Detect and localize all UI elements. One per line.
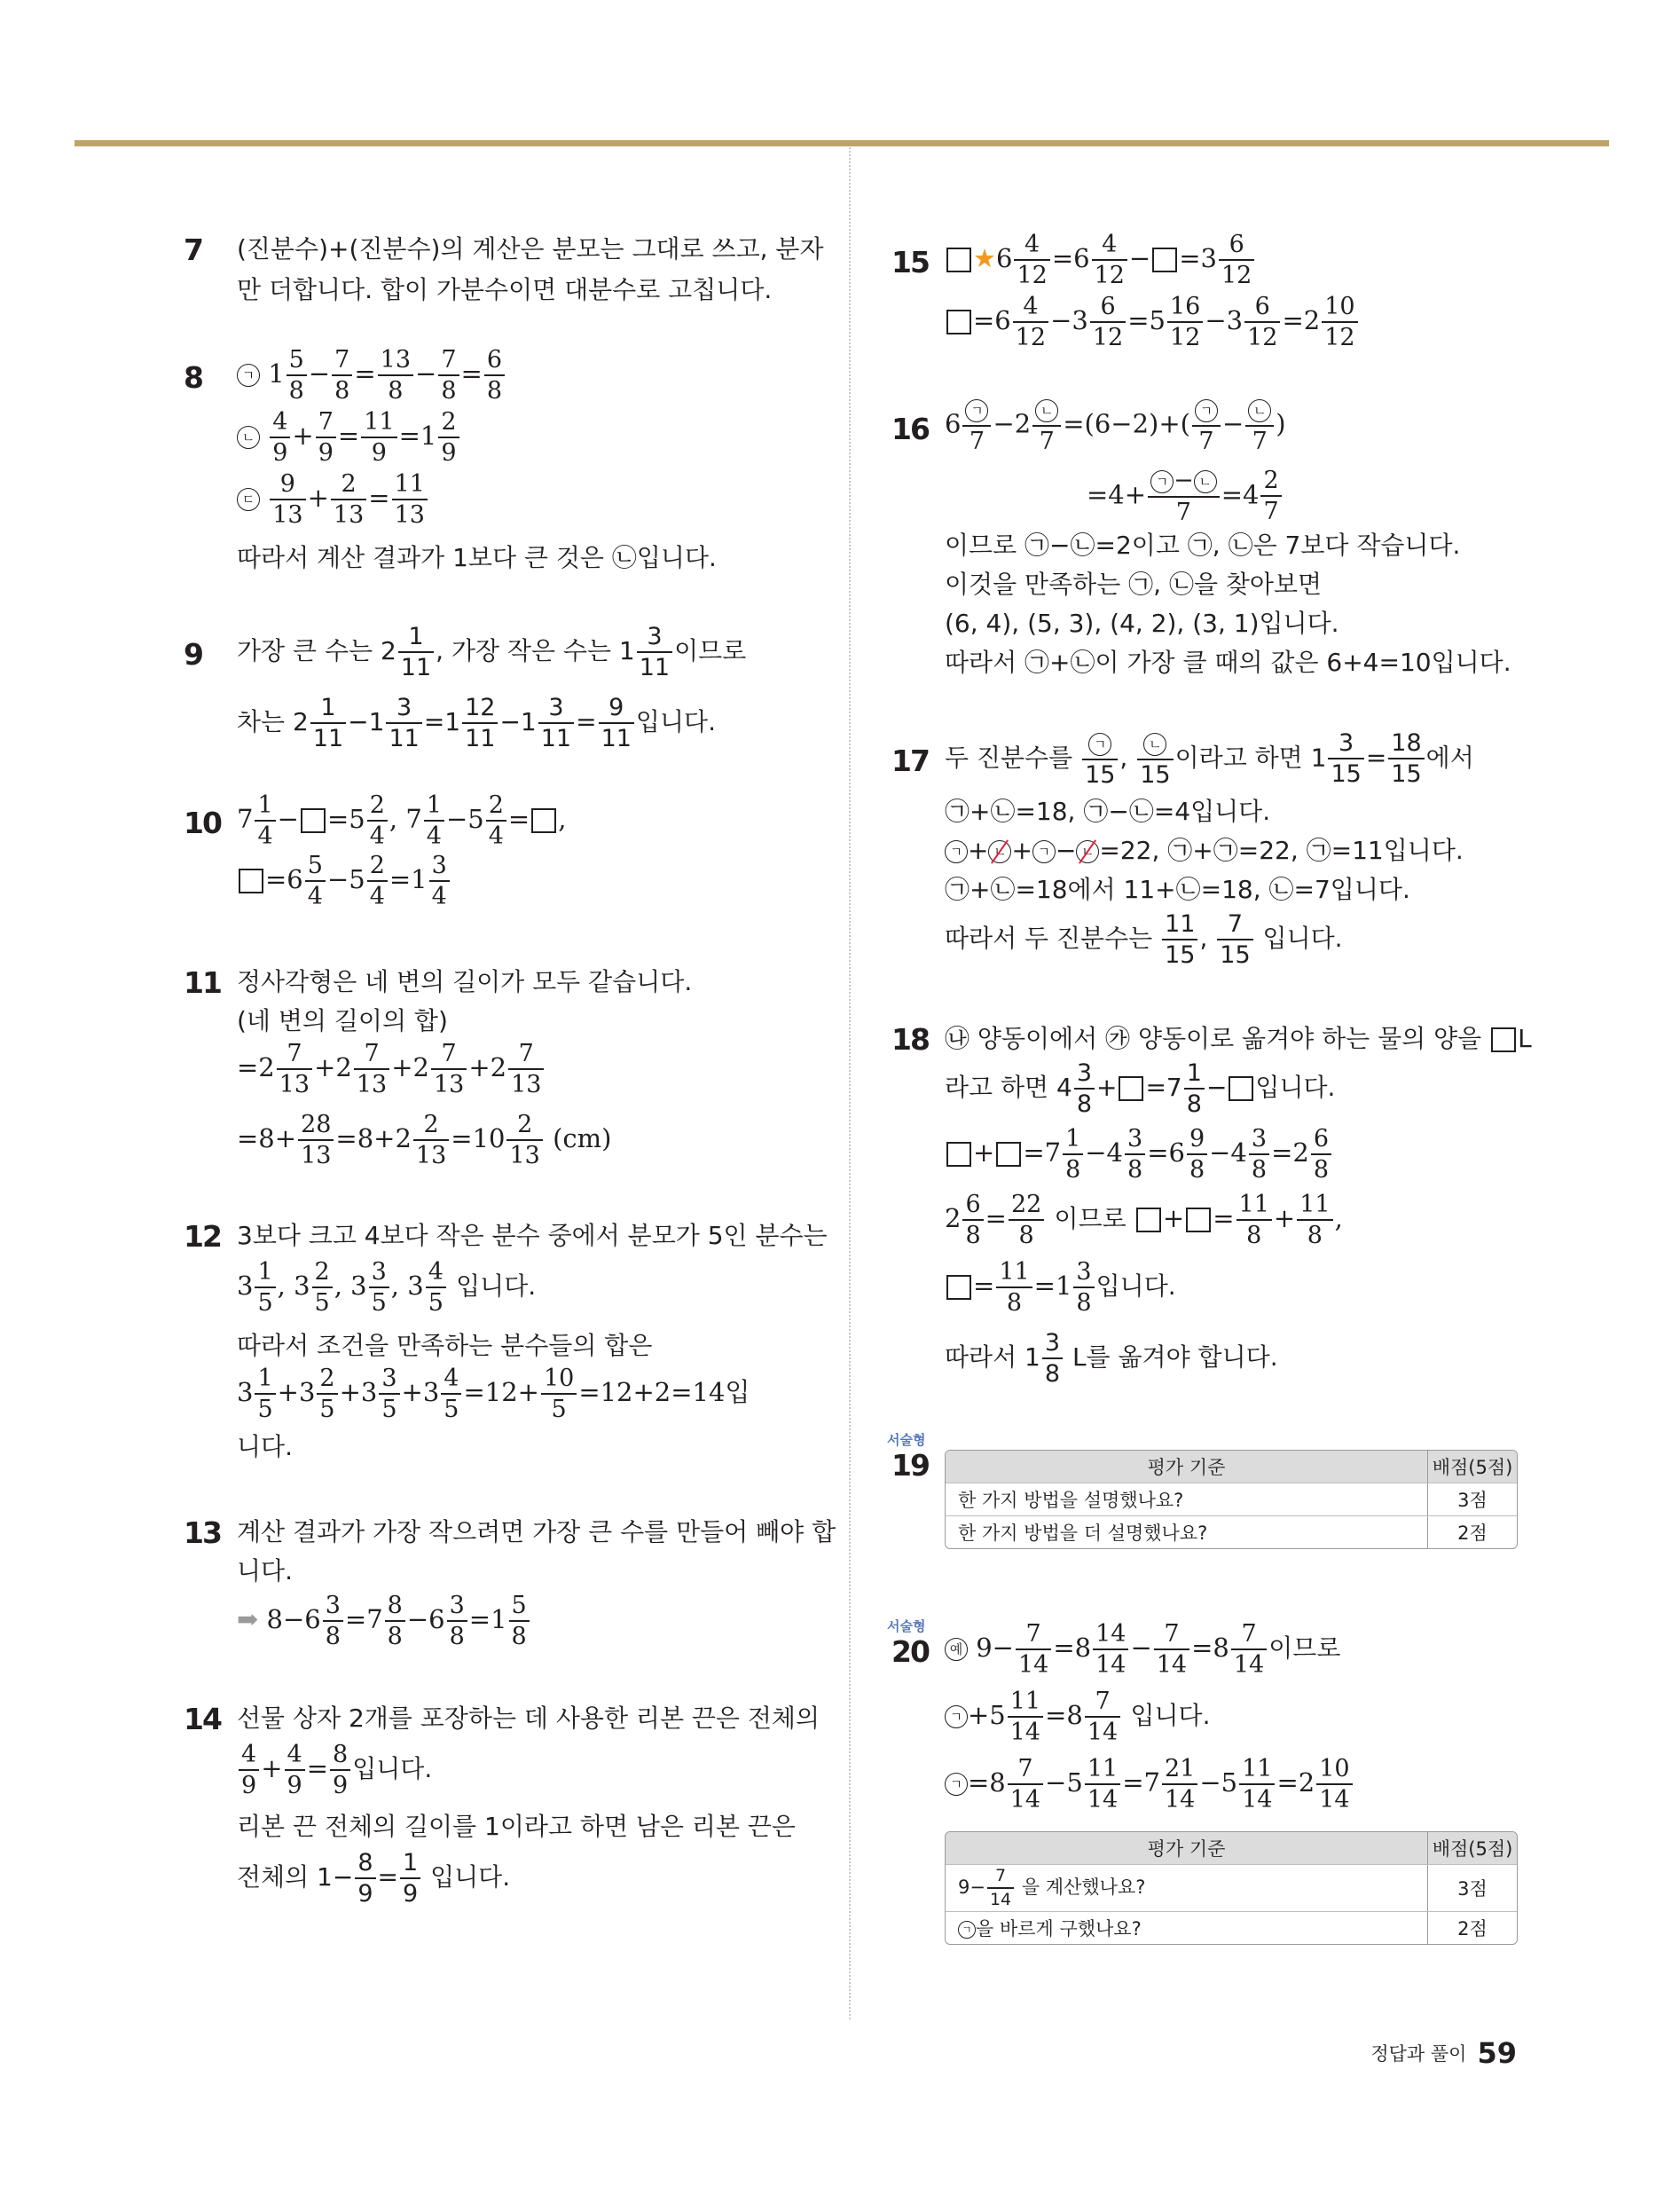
footer-label: 정답과 풀이 (1370, 2043, 1467, 2065)
math-line: 두 진분수를 $\frac{\text{ㄱ}}{15}$ , $\frac{\text{ㄴ}}{15}$ 이라고 하면 1 $\frac{3}{15}$ = $\frac{18}{15}$ 에서 (945, 729, 1474, 789)
text: ㉯ 양동이에서 ㉮ 양동이로 옮겨야 하는 물의 양을 (945, 1024, 1482, 1053)
rubric-score: 2점 (1427, 1516, 1517, 1548)
text-line: 리본 끈 전체의 길이를 1이라고 하면 남은 리본 끈은 (237, 1812, 796, 1841)
rubric-table-20 (945, 1831, 1518, 1945)
text: 두 진분수를 (945, 743, 1073, 773)
header-rule (75, 140, 1609, 146)
text-line: (6, 4), (5, 3), (4, 2), (3, 1)입니다. (945, 609, 1339, 638)
unit: (cm) (553, 1123, 612, 1153)
text-line: 만 더합니다. 합이 가분수이면 대분수로 고칩니다. (237, 275, 773, 304)
math-line: ㄱ + ㄴ + ㄱ − ㄴ =22, ㉠+㉠=22, ㉠=11입니다. (945, 836, 1464, 866)
math-line: 라고 하면 4 $\frac{3}{8}$ + =7 $\frac{1}{8}$ − 입니다. (945, 1059, 1336, 1118)
text-line: 선물 상자 2개를 포장하는 데 사용한 리본 끈은 전체의 (237, 1703, 820, 1733)
rubric-header (946, 1832, 1517, 1864)
text-line: 니다. (237, 1556, 293, 1585)
rubric-score: 2점 (1427, 1912, 1517, 1944)
math-line: 3 $\frac{1}{5}$ +3 $\frac{2}{5}$ +3 $\frac{3}{5}$ +3 $\frac{4}{5}$ =12+ $\frac{10}{5}$ =12+2=14입 (237, 1365, 750, 1423)
problem-number: 15 (891, 245, 929, 279)
problem-number: 7 (184, 232, 202, 267)
text-line: ㉠+㉡=18에서 11+㉡=18, ㉡=7입니다. (945, 875, 1410, 904)
math-line: 전체의 1− $\frac{8}{9}$ = $\frac{1}{9}$ 입니다. (237, 1849, 511, 1908)
rubric-row (946, 1483, 1517, 1515)
text: 전체의 1 (237, 1862, 333, 1892)
problem-number: 16 (891, 412, 929, 446)
text-line: 이것을 만족하는 ㉠, ㉡을 찾아보면 (945, 570, 1323, 599)
rubric-row (946, 1864, 1517, 1911)
text-line: 3보다 크고 4보다 작은 분수 중에서 분모가 5인 분수는 (237, 1221, 828, 1250)
math-line: 차는 2 $\frac{1}{11}$ −1 $\frac{3}{11}$ =1 $\frac{12}{11}$ −1 $\frac{3}{11}$ = $\frac{9}{11}$ 입니다. (237, 694, 716, 752)
blank-box (239, 869, 263, 893)
unit: L (1518, 1024, 1532, 1053)
circled-label: ㄴ (237, 426, 260, 449)
text: 라고 하면 4 (945, 1073, 1072, 1102)
text-line: 정사각형은 네 변의 길이가 모두 같습니다. (237, 967, 693, 996)
rubric-criterion: 9− $\frac{7}{14}$ 을 계산했나요? (958, 1866, 1146, 1909)
text-line: 따라서 ㉠+㉡이 가장 클 때의 값은 6+4=10입니다. (945, 648, 1511, 677)
math-line: ㄱ 1 $\frac{5}{8}$ − $\frac{7}{8}$ = $\frac{13}{8}$ − $\frac{7}{8}$ = $\frac{6}{8}$ (237, 348, 506, 403)
text-line: 계산 결과가 가장 작으려면 가장 큰 수를 만들어 빼야 합 (237, 1517, 836, 1546)
rubric-header-score: 배점(5점) (1427, 1451, 1517, 1483)
text: 입니다. (635, 707, 716, 736)
circled-label: ㄷ (237, 488, 260, 511)
text: 이므로 (674, 636, 747, 665)
text-line: 니다. (237, 1432, 293, 1461)
blank-box (1152, 248, 1177, 272)
math-line: =6 $\frac{5}{4}$ −5 $\frac{2}{4}$ =1 $\frac{3}{4}$ (237, 854, 451, 909)
star-icon: ★ (973, 243, 996, 273)
text-line: (네 변의 길이의 합) (237, 1006, 448, 1035)
problem-number: 19 (891, 1448, 929, 1483)
text: 입니다. (1262, 924, 1343, 953)
text: 입니다. (1255, 1073, 1336, 1102)
math-line: + =7 $\frac{1}{8}$ −4 $\frac{3}{8}$ =6 $\frac{9}{8}$ −4 $\frac{3}{8}$ =2 $\frac{6}{8}$ (945, 1127, 1333, 1182)
text: 입니다. (352, 1754, 433, 1783)
problem-number: 14 (184, 1702, 221, 1736)
text: 이라고 하면 1 (1174, 743, 1327, 773)
math-line: $\frac{4}{9}$ + $\frac{4}{9}$ = $\frac{8}{9}$ 입니다. (237, 1743, 432, 1798)
text: 입니다. (456, 1271, 537, 1301)
text: =12+2=14입 (578, 1377, 750, 1407)
text-line: (진분수)+(진분수)의 계산은 분모는 그대로 쓰고, 분자 (237, 234, 824, 264)
problem-number: 20 (891, 1634, 929, 1669)
blank-box (301, 808, 326, 833)
math-line: =4+ $\frac{\text{ㄱ − ㄴ}}{7}$ =4 $\frac{2}{7}$ (1087, 468, 1284, 524)
problem-number: 11 (184, 965, 221, 1000)
text: 이므로 (1268, 1633, 1341, 1663)
text: 에서 (1425, 743, 1474, 773)
math-line: 가장 큰 수는 2 $\frac{1}{11}$ , 가장 작은 수는 1 $\frac{3}{11}$ 이므로 (237, 623, 747, 681)
rubric-header-criteria: 평가 기준 (1147, 1457, 1226, 1478)
math-line: 따라서 두 진분수는 $\frac{11}{15}$ , $\frac{7}{15}$ 입니다. (945, 910, 1343, 969)
rubric-score: 3점 (1427, 1865, 1517, 1911)
rubric-criterion: 한 가지 방법을 더 설명했나요? (958, 1523, 1208, 1544)
text-line: 따라서 계산 결과가 1보다 큰 것은 ㉡입니다. (237, 543, 717, 572)
math-line: ★6 $\frac{4}{12}$ =6 $\frac{4}{12}$ − =3 $\frac{6}{12}$ (945, 232, 1256, 287)
rubric-table-19 (945, 1450, 1518, 1549)
problem-number: 8 (184, 360, 202, 395)
rubric-header-criteria: 평가 기준 (1147, 1838, 1226, 1860)
math-line (945, 1024, 1532, 1054)
rubric-score: 3점 (1427, 1483, 1517, 1515)
column-divider (849, 147, 851, 2019)
math-line: 3 $\frac{1}{5}$ , 3 $\frac{2}{5}$ , 3 $\frac{3}{5}$ , 3 $\frac{4}{5}$ 입니다. (237, 1258, 537, 1317)
rubric-row (946, 1515, 1517, 1548)
text: 따라서 1 (945, 1342, 1040, 1372)
problem-number: 13 (184, 1515, 221, 1550)
math-line: =8+ $\frac{28}{13}$ =8+2 $\frac{2}{13}$ =10 $\frac{2}{13}$ (cm) (237, 1111, 612, 1169)
blank-box (946, 310, 971, 334)
rubric-header-score: 배점(5점) (1427, 1832, 1517, 1864)
text: 입니다. (1130, 1701, 1211, 1730)
math-line: ㄱ =8 $\frac{7}{14}$ −5 $\frac{11}{14}$ =7 $\frac{21}{14}$ −5 $\frac{11}{14}$ =2 $\frac{10}{14}$ (945, 1757, 1354, 1812)
text: 가장 큰 수는 2 (237, 636, 396, 665)
math-line: =2 $\frac{7}{13}$ +2 $\frac{7}{13}$ +2 $\frac{7}{13}$ +2 $\frac{7}{13}$ (237, 1042, 546, 1097)
text: ㉠+㉠=22, ㉠=11입니다. (1167, 836, 1464, 865)
text-line: ㉠+㉡=18, ㉠−㉡=4입니다. (945, 797, 1271, 826)
rubric-criterion: 한 가지 방법을 설명했나요? (958, 1490, 1184, 1511)
descriptive-tag: 서술형 (887, 1618, 926, 1634)
math-line: 7 $\frac{1}{4}$ − =5 $\frac{2}{4}$ , 7 $\frac{1}{4}$ −5 $\frac{2}{4}$ = , (237, 791, 567, 850)
math-line: ㄱ +5 $\frac{11}{14}$ =8 $\frac{7}{14}$ 입니다. (945, 1689, 1210, 1744)
blank-box (946, 248, 971, 272)
rubric-row (946, 1911, 1517, 1944)
text: 이므로 (1054, 1204, 1127, 1233)
text-line: 이므로 ㉠−㉡=2이고 ㉠, ㉡은 7보다 작습니다. (945, 531, 1461, 560)
text: 따라서 두 진분수는 (945, 924, 1153, 953)
blank-box (1491, 1027, 1516, 1052)
math-line: ㄴ $\frac{4}{9}$ + $\frac{7}{9}$ = $\frac{11}{9}$ =1 $\frac{2}{9}$ (237, 410, 461, 465)
text: 입니다. (430, 1862, 511, 1892)
arrow-right-icon: ➡ (237, 1604, 259, 1634)
text: 입니다. (1095, 1271, 1176, 1301)
problem-number: 12 (184, 1219, 221, 1254)
problem-number: 9 (184, 637, 202, 672)
problem-number: 17 (891, 744, 929, 778)
page-footer (1370, 2036, 1517, 2070)
math-line: = $\frac{11}{8}$ =1 $\frac{3}{8}$ 입니다. (945, 1260, 1176, 1315)
math-line: ㄷ $\frac{9}{13}$ + $\frac{2}{13}$ = $\frac{11}{13}$ (237, 472, 429, 527)
example-mark: 예 (945, 1638, 968, 1661)
text-line: 따라서 조건을 만족하는 분수들의 합은 (237, 1331, 653, 1360)
rubric-criterion: ㄱ 을 바르게 구했나요? (946, 1915, 1427, 1941)
descriptive-tag: 서술형 (887, 1432, 926, 1448)
rubric-header (946, 1451, 1517, 1483)
problem-number: 10 (184, 806, 221, 840)
math-line: ➡ 8−6 $\frac{3}{8}$ =7 $\frac{8}{8}$ −6 $\frac{3}{8}$ =1 $\frac{5}{8}$ (237, 1593, 531, 1648)
math-line: =6 $\frac{4}{12}$ −3 $\frac{6}{12}$ =5 $\frac{16}{12}$ −3 $\frac{6}{12}$ =2 $\frac{10}{12}$ (945, 295, 1360, 350)
math-line: 6 $\frac{\text{ㄱ}}{7}$ −2 $\frac{\text{ㄴ}}{7}$ =(6−2)+( $\frac{\text{ㄱ}}{7}$ − $\frac{\text{ㄴ}}{7}$ ) (945, 397, 1286, 453)
text: L를 옮겨야 합니다. (1072, 1342, 1278, 1372)
math-line: 따라서 1 $\frac{3}{8}$ L를 옮겨야 합니다. (945, 1329, 1278, 1388)
math-line: 예 9− $\frac{7}{14}$ =8 $\frac{14}{14}$ − $\frac{7}{14}$ =8 $\frac{7}{14}$ 이므로 (945, 1622, 1340, 1677)
problem-number: 18 (891, 1022, 929, 1057)
math-line: 2 $\frac{6}{8}$ = $\frac{22}{8}$ 이므로 + = $\frac{11}{8}$ + $\frac{11}{8}$ , (945, 1191, 1343, 1249)
text: , 가장 작은 수는 1 (436, 636, 635, 665)
circled-label: ㄱ (237, 364, 260, 387)
text: 차는 2 (237, 707, 309, 736)
blank-box (531, 808, 556, 833)
page-number: 59 (1477, 2036, 1517, 2070)
